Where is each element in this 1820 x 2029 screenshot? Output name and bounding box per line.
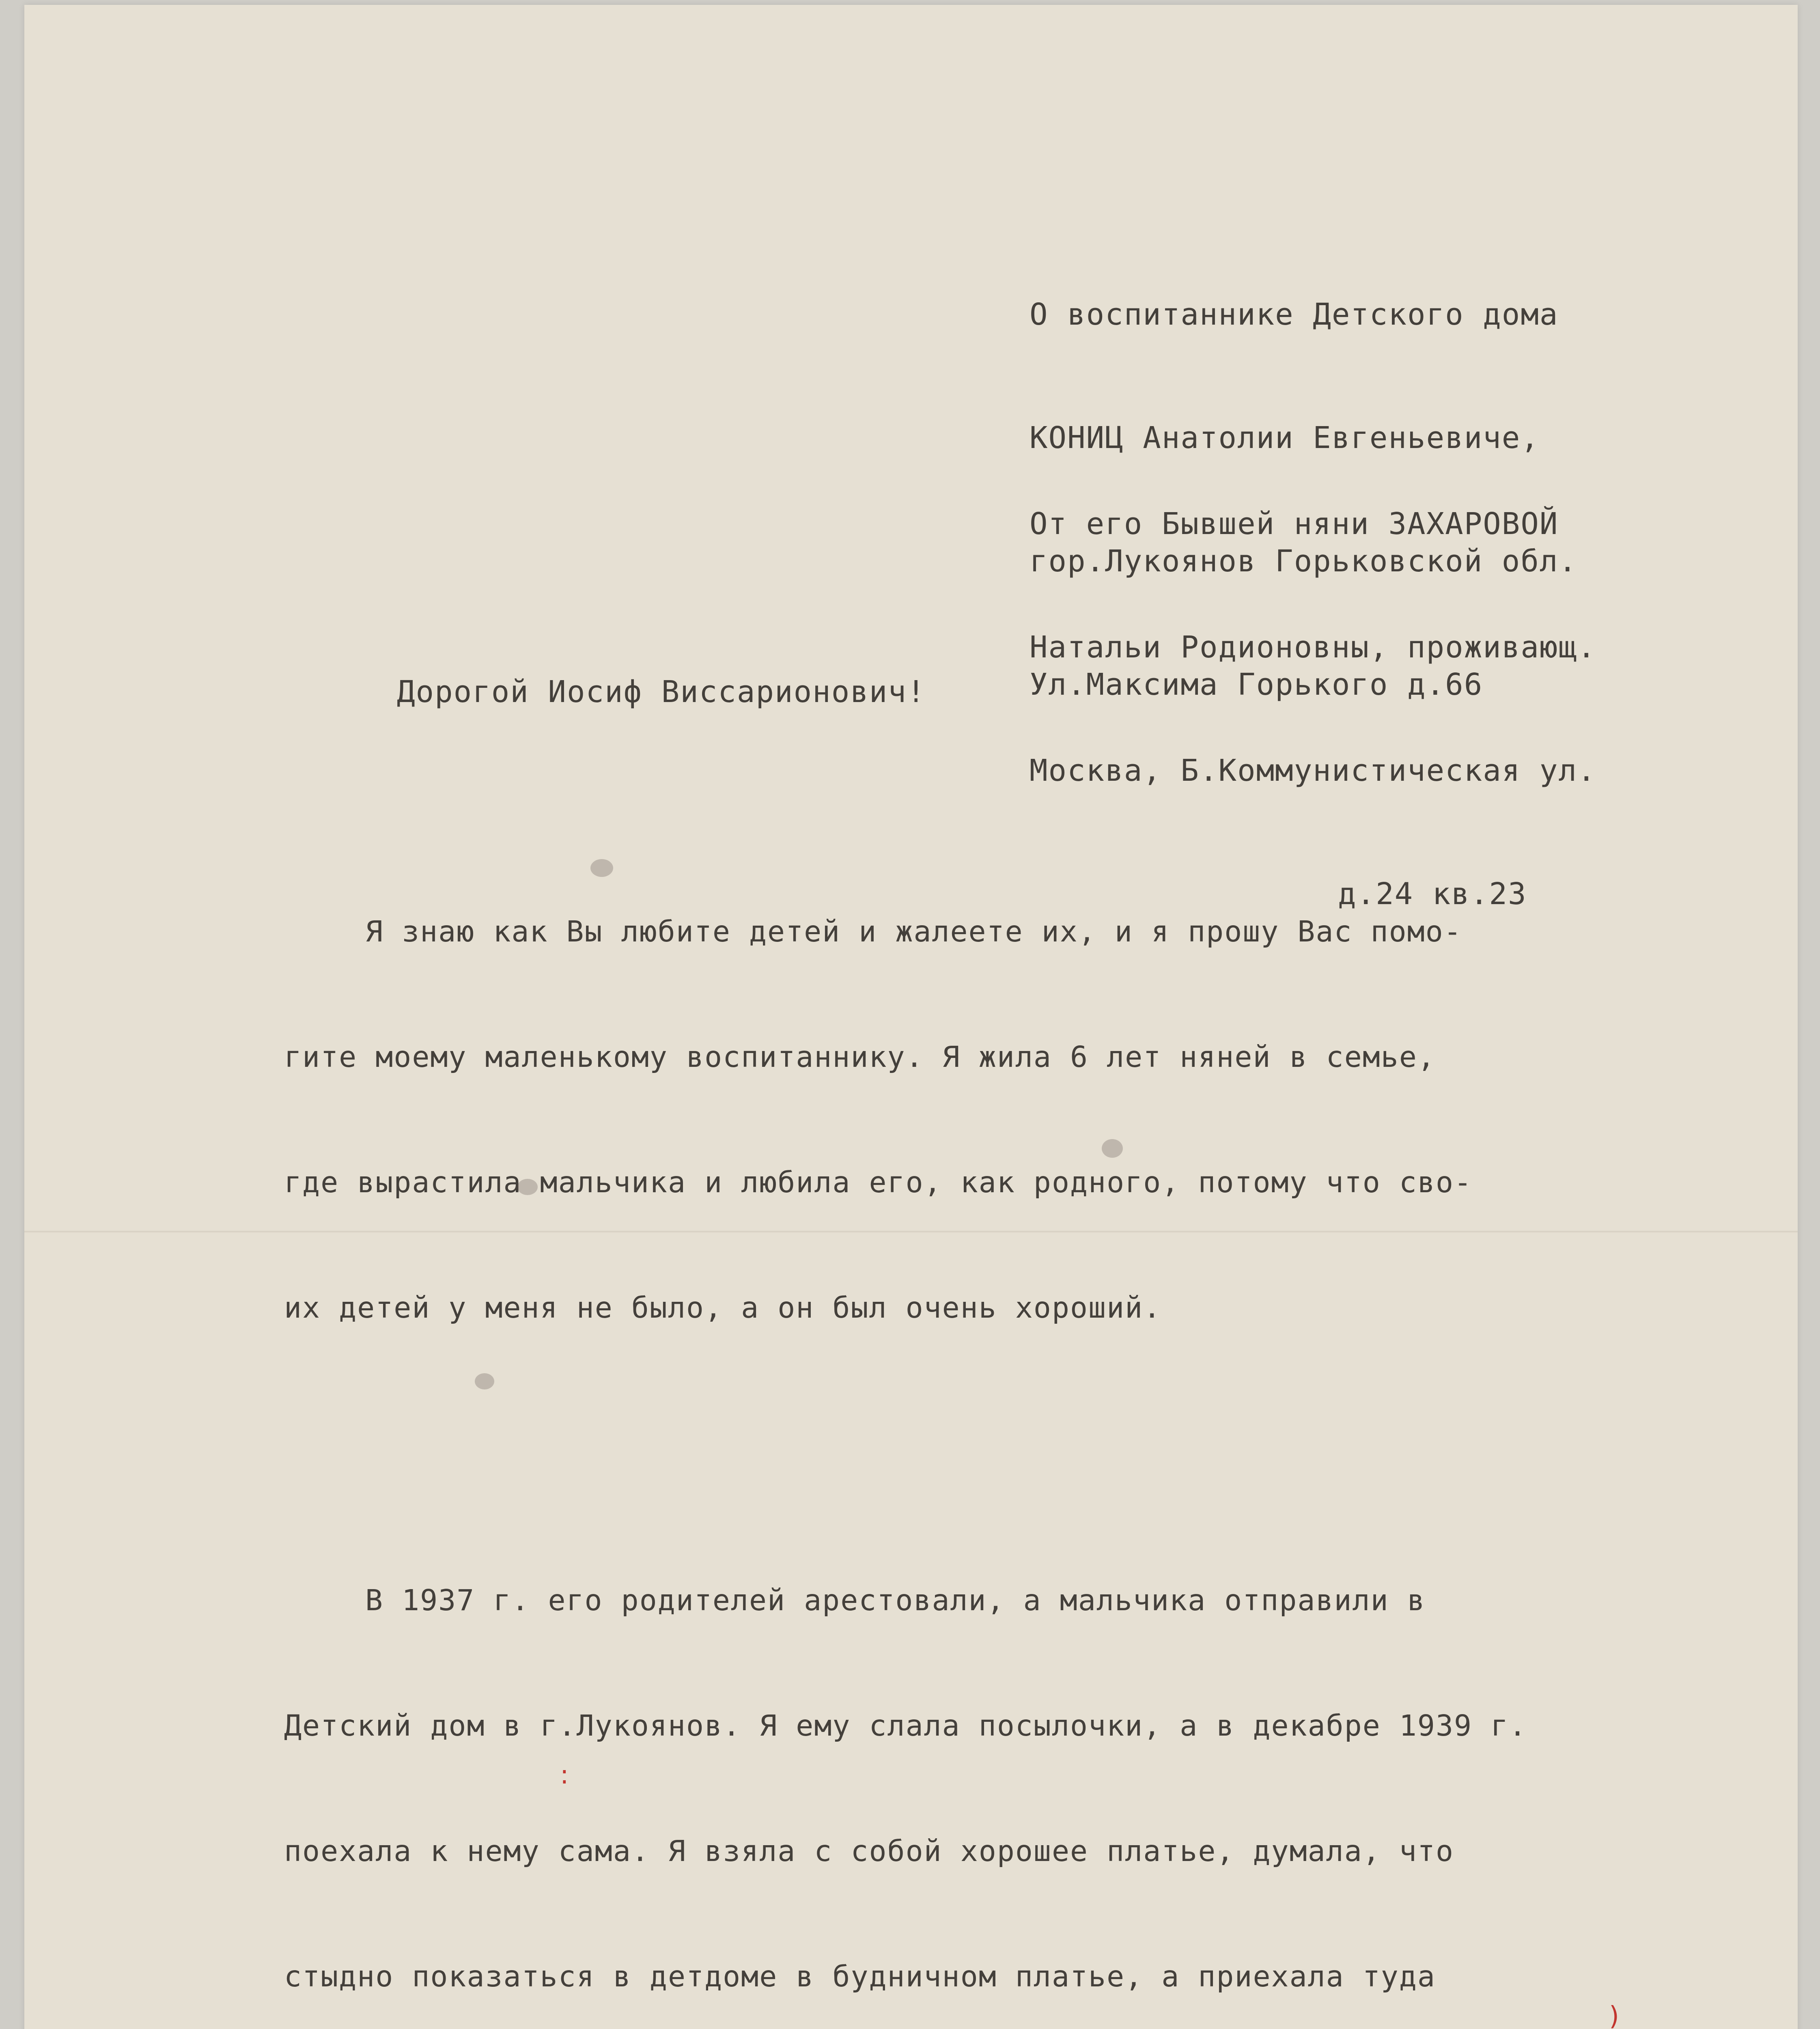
ink-smudge [475,1373,494,1389]
text-line: их детей у меня не было, а он был очень хороший. [284,1291,1162,1325]
text-line: Я знаю как Вы любите детей и жалеете их, и я прошу Вас помо- [365,915,1462,948]
paragraph [284,827,1745,1412]
address-line: От его Бывшей няни ЗАХАРОВОЙ [1030,506,1559,541]
address-line: КОНИЦ Анатолии Евгеньевиче, [1030,420,1540,455]
letter-body [284,743,1745,2029]
paragraph [284,1496,1745,2029]
text-line: поехала к нему сама. Я взяла с собой хорошее платье, думала, что [284,1834,1454,1868]
address-line: гор.Лукоянов Горьковской обл. [1030,544,1578,579]
text-line: гите моему маленькому воспитаннику. Я жила 6 лет няней в семье, [284,1040,1436,1074]
address-line: Ул.Максима Горького д.66 [1030,667,1483,702]
address-line: Москва, Б.Коммунистическая ул. [1030,753,1596,788]
address-line: Натальи Родионовны, проживающ. [1030,630,1596,665]
text-line: В 1937 г. его родителей арестовали, а мальчика отправили в [365,1583,1426,1617]
text-line: Детский дом в г.Лукоянов. Я ему слала посылочки, а в декабре 1939 г. [284,1709,1527,1743]
ink-smudge [590,859,613,877]
red-correction-mark-icon: ) [1609,2001,1619,2029]
text-line: стыдно показаться в детдоме в будничном платье, а приехала туда [284,1960,1436,1993]
address-line: О воспитаннике Детского дома [1030,297,1559,332]
salutation: Дорогой Иосиф Виссарионович! [397,674,926,709]
letter-page [24,5,1798,2029]
ink-smudge [517,1179,538,1195]
address-line: д.24 кв.23 [1338,877,1527,911]
text-line: где вырастила мальчика и любила его, как родного, потому что сво- [284,1165,1473,1199]
ink-smudge [1102,1139,1123,1158]
red-correction-mark-icon: : [560,1760,569,1790]
